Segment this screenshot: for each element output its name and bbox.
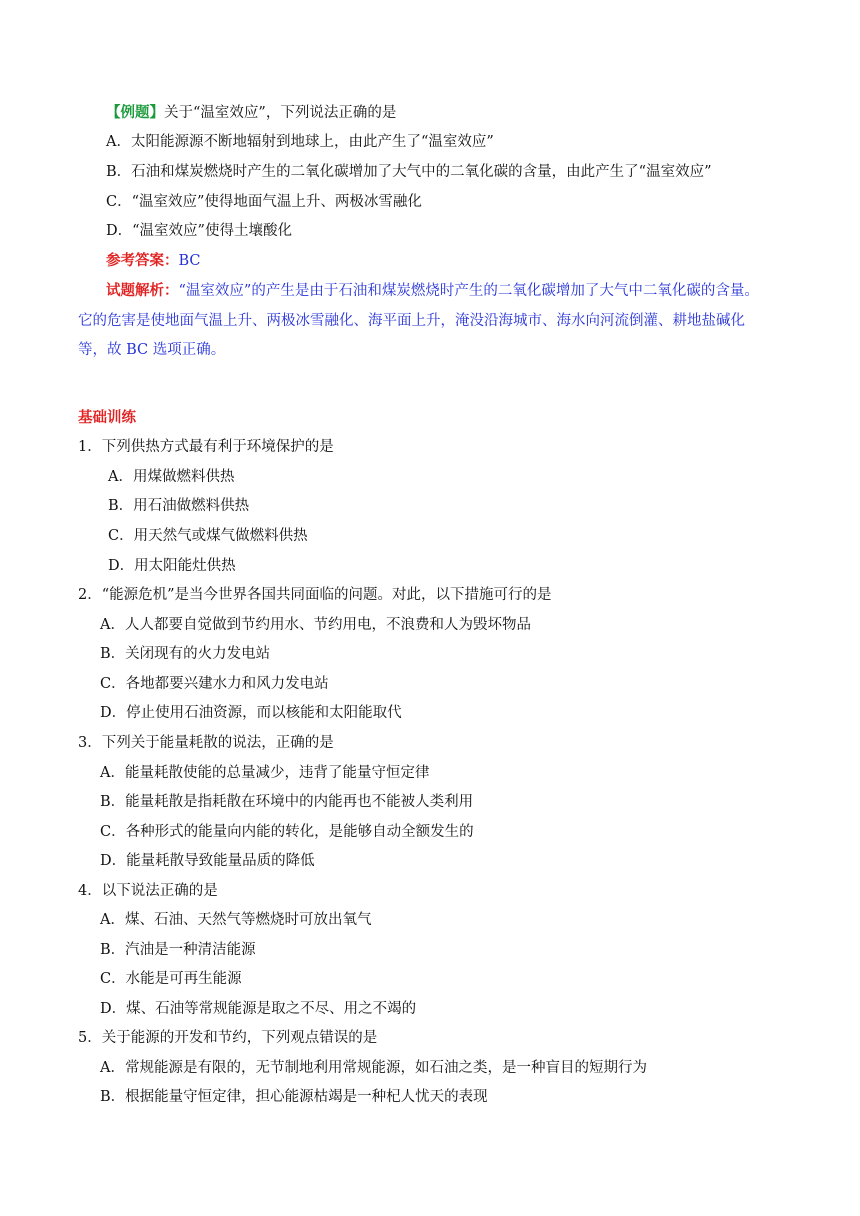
- question-3-option-c: C．各种形式的能量向内能的转化，是能够自动全额发生的: [100, 824, 474, 840]
- example-question: [106, 103, 396, 123]
- analysis-text-1: “温室效应”的产生是由于石油和煤炭燃烧时产生的二氧化碳增加了大气中二氧化碳的含量。: [178, 283, 759, 299]
- question-4-option-a: A．煤、石油、天然气等燃烧时可放出氧气: [100, 912, 372, 928]
- example-option-a: A．太阳能源源不断地辐射到地球上，由此产生了“温室效应”: [106, 134, 494, 150]
- answer-label: 参考答案：: [106, 252, 179, 269]
- answer-value: BC: [178, 253, 201, 269]
- analysis-line-2: 它的危害是使地面气温上升、两极冰雪融化、海平面上升，淹没沿海城市、海水向河流倒灌、耕地盐碱化: [78, 313, 745, 329]
- question-5-option-b: B．根据能量守恒定律，担心能源枯竭是一种杞人忧天的表现: [100, 1089, 488, 1105]
- example-option-c: C．“温室效应”使得地面气温上升、两极冰雪融化: [106, 194, 422, 210]
- question-1-option-d: D．用太阳能灶供热: [108, 558, 236, 574]
- question-3-option-a: A．能量耗散使能的总量减少，违背了能量守恒定律: [100, 765, 430, 781]
- question-4-stem: 4．以下说法正确的是: [78, 883, 218, 899]
- example-question-text: 关于“温室效应”，下列说法正确的是: [164, 105, 397, 121]
- question-1-option-a: A．用煤做燃料供热: [108, 469, 235, 485]
- question-1-option-b: B．用石油做燃料供热: [108, 498, 250, 514]
- analysis-line-3: 等，故 BC 选项正确。: [78, 342, 226, 358]
- example-option-d: D．“温室效应”使得土壤酸化: [106, 223, 292, 239]
- question-2-option-b: B．关闭现有的火力发电站: [100, 646, 271, 662]
- section-title: 基础训练: [78, 409, 136, 426]
- question-2-option-d: D．停止使用石油资源，而以核能和太阳能取代: [100, 705, 402, 721]
- question-2-option-a: A．人人都要自觉做到节约用水、节约用电，不浪费和人为毁坏物品: [100, 617, 531, 633]
- question-2-stem: 2．“能源危机”是当今世界各国共同面临的问题。对此，以下措施可行的是: [78, 587, 552, 603]
- analysis-line-1: [106, 281, 759, 301]
- example-answer: [106, 251, 201, 271]
- question-1-stem: 1．下列供热方式最有利于环境保护的是: [78, 439, 334, 455]
- question-4-option-b: B．汽油是一种清洁能源: [100, 942, 256, 958]
- question-1-option-c: C．用天然气或煤气做燃料供热: [108, 528, 308, 544]
- question-4-option-c: C．水能是可再生能源: [100, 971, 242, 987]
- question-5-option-a: A．常规能源是有限的，无节制地利用常规能源，如石油之类，是一种盲目的短期行为: [100, 1060, 647, 1076]
- question-5-stem: 5．关于能源的开发和节约，下列观点错误的是: [78, 1030, 378, 1046]
- question-3-option-b: B．能量耗散是指耗散在环境中的内能再也不能被人类利用: [100, 794, 474, 810]
- analysis-label: 试题解析：: [106, 282, 179, 299]
- example-tag: 【例题】: [106, 104, 164, 121]
- question-3-stem: 3．下列关于能量耗散的说法，正确的是: [78, 735, 334, 751]
- question-4-option-d: D．煤、石油等常规能源是取之不尽、用之不竭的: [100, 1001, 417, 1017]
- question-3-option-d: D．能量耗散导致能量品质的降低: [100, 853, 315, 869]
- question-2-option-c: C．各地都要兴建水力和风力发电站: [100, 676, 329, 692]
- example-option-b: B．石油和煤炭燃烧时产生的二氧化碳增加了大气中的二氧化碳的含量，由此产生了“温室效应”: [106, 164, 712, 180]
